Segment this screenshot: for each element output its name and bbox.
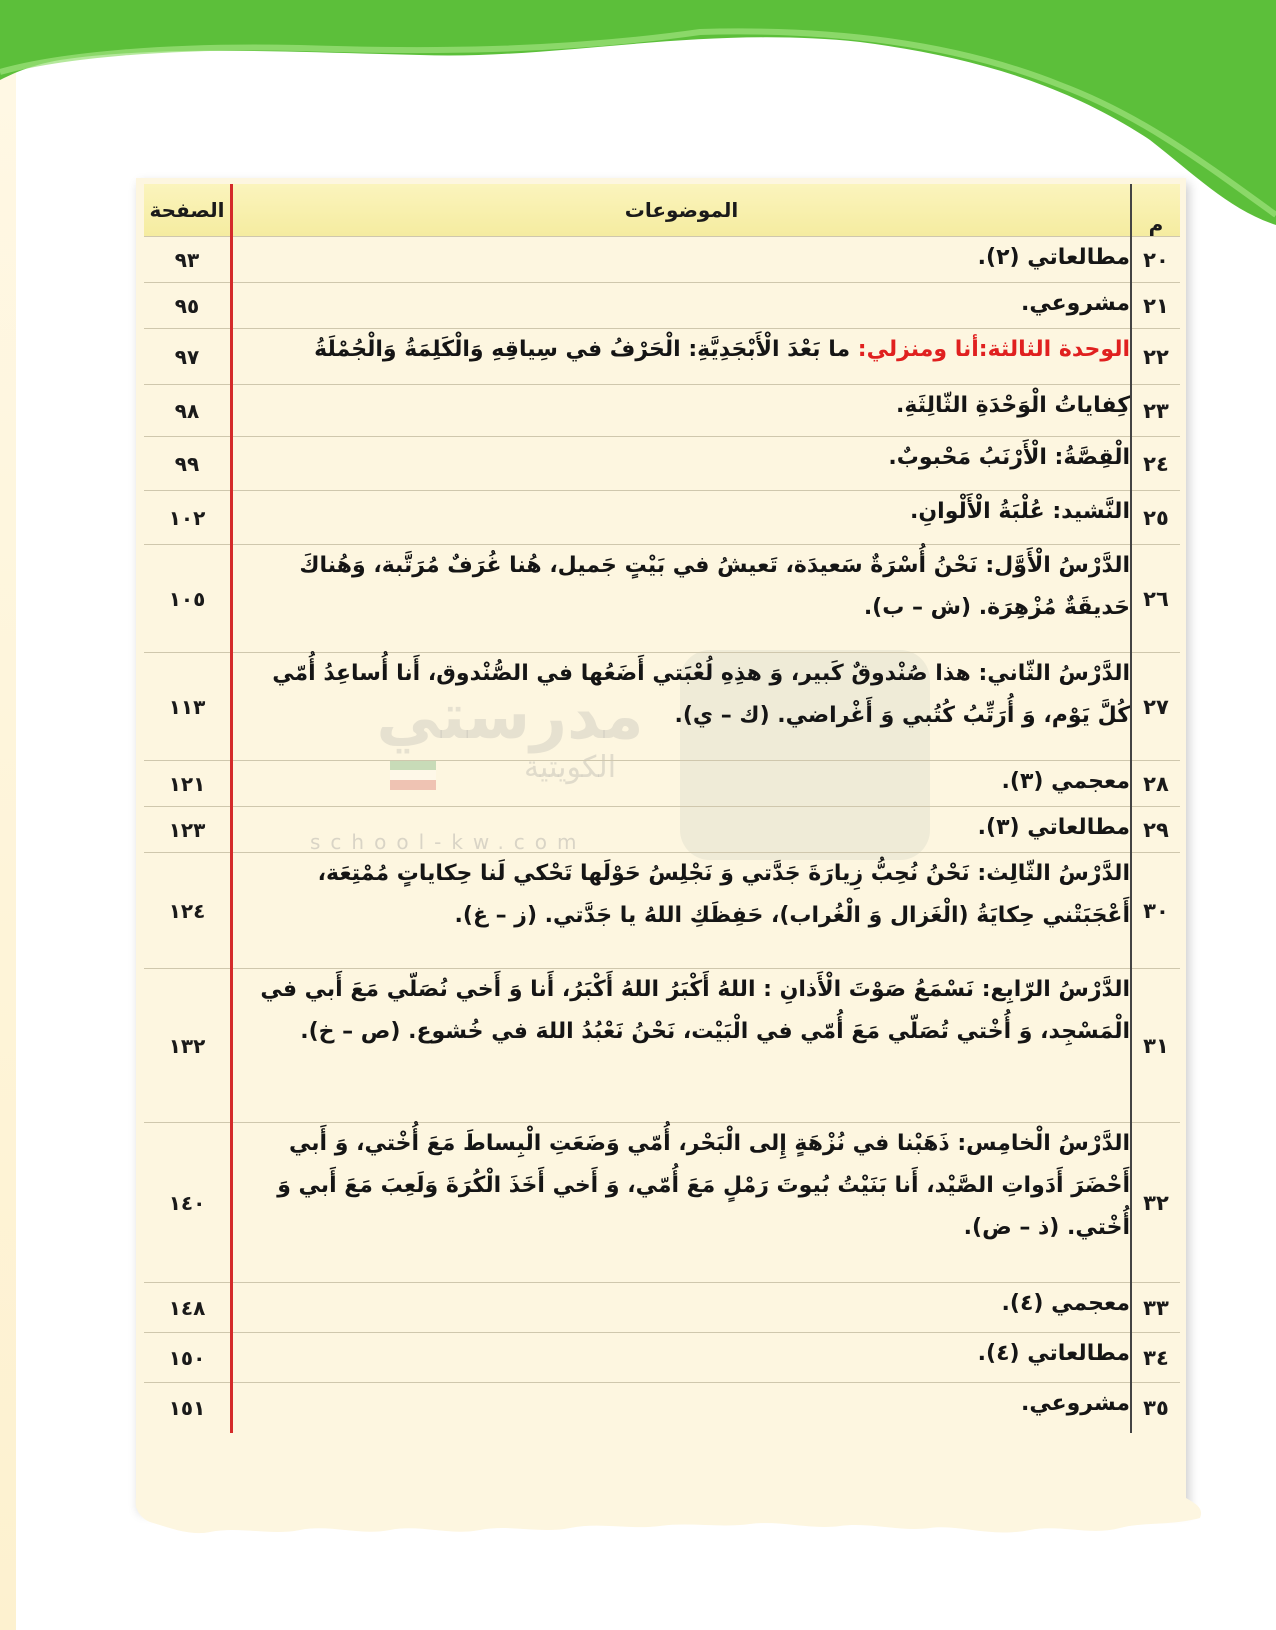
row-number: ٢٩	[1131, 807, 1180, 853]
row-topic: الدَّرْسُ الْخامِس: ذَهَبْنا في نُزْهَةٍ إِلى الْبَحْر، أُمّي وَضَعَتِ الْبِساطَ مَعَ أُخْتي، وَ أَبي أَحْضَرَ أَدَواتِ الصَّيْد، أَنا بَنَيْتُ بُيوتَ رَمْلٍ مَعَ أُمّي، وَ أَخي أَخَذَ الْكُرَةَ وَلَعِبَ مَعَ أَبي وَ أُخْتي. (ذ – ض).	[232, 1123, 1132, 1283]
row-number: ٢٦	[1131, 545, 1180, 653]
watermark-url: school-kw.com	[310, 830, 587, 854]
row-page: ٩٧	[144, 329, 232, 385]
table-row	[144, 283, 1180, 329]
row-topic: الْقِصَّةُ: الْأَرْنَبُ مَحْبوبٌ.	[232, 437, 1132, 491]
table-row	[144, 237, 1180, 283]
row-page: ٩٩	[144, 437, 232, 491]
row-page: ١٢٤	[144, 853, 232, 969]
table-row	[144, 491, 1180, 545]
row-topic: مطالعاتي (٣).	[232, 807, 1132, 853]
row-number: ٢٣	[1131, 385, 1180, 437]
row-topic: مشروعي.	[232, 283, 1132, 329]
row-page: ١٢١	[144, 761, 232, 807]
row-page: ١٥١	[168, 1395, 206, 1420]
row-number: ٢٧	[1131, 653, 1180, 761]
row-topic: مشروعي.	[232, 1383, 1132, 1433]
row-number: ٢٢	[1131, 329, 1180, 385]
header-number: م	[1131, 184, 1180, 237]
table-row	[144, 545, 1180, 653]
table-row	[144, 437, 1180, 491]
row-topic: الدَّرْسُ الثّالِث: نَحْنُ نُحِبُّ زِيارَةَ جَدَّتي وَ نَجْلِسُ حَوْلَها تَحْكي لَنا حِكاياتٍ مُمْتِعَة، أَعْجَبَتْني حِكايَةُ (الْغَزال وَ الْغُراب)، حَفِظَكِ اللهُ يا جَدَّتي. (ز – غ).	[232, 853, 1132, 969]
header-topics: الموضوعات	[232, 184, 1132, 237]
row-topic: الدَّرْسُ الرّابِع: نَسْمَعُ صَوْتَ الْأَذانِ : اللهُ أَكْبَرُ اللهُ أَكْبَرُ، أَنا وَ أَخي نُصَلّي مَعَ أَبي في الْمَسْجِد، وَ أُخْتي تُصَلّي مَعَ أُمّي في الْبَيْت، نَحْنُ نَعْبُدُ اللهَ في خُشوع. (ص – خ).	[232, 969, 1132, 1123]
row-number: ٢٠	[1131, 237, 1180, 283]
row-topic: معجمي (٣).	[232, 761, 1132, 807]
row-number: ٣٤	[1131, 1333, 1180, 1383]
unit-title: الوحدة الثالثة:أنا ومنزلي:	[857, 337, 1130, 362]
row-topic: النَّشيد: عُلْبَةُ الْأَلْوانِ.	[232, 491, 1132, 545]
left-page-stripe	[0, 0, 16, 1630]
table-row	[144, 807, 1180, 853]
table-row	[144, 1283, 1180, 1333]
table-row	[144, 761, 1180, 807]
row-topic: مطالعاتي (٢).	[232, 237, 1132, 283]
row-topic-text: ما بَعْدَ الْأَبْجَدِيَّةِ: الْحَرْفُ في سِياقِهِ وَالْكَلِمَةُ وَالْجُمْلَةُ	[314, 337, 858, 362]
table-row	[144, 1333, 1180, 1383]
row-page: ١١٣	[144, 653, 232, 761]
table-row	[144, 653, 1180, 761]
table-row	[144, 969, 1180, 1123]
table-row	[144, 1123, 1180, 1283]
table-row	[144, 329, 1180, 385]
torn-paper-edge	[130, 1478, 1210, 1548]
table-row	[144, 853, 1180, 969]
row-topic: الدَّرْسُ الثّاني: هذا صُنْدوقٌ كَبير، وَ هذِهِ لُعْبَتي أَضَعُها في الصُّنْدوق، أَنا أُساعِدُ أُمّي كُلَّ يَوْم، وَ أُرَتِّبُ كُتُبي وَ أَغْراضي. (ك – ي).	[232, 653, 1132, 761]
row-number: ٣٠	[1131, 853, 1180, 969]
table-row	[144, 1383, 1180, 1433]
row-number: ٢٤	[1131, 437, 1180, 491]
row-number: ٣٣	[1131, 1283, 1180, 1333]
row-number: ٢٨	[1131, 761, 1180, 807]
table-of-contents	[144, 184, 1180, 1433]
row-number: ٢٥	[1131, 491, 1180, 545]
watermark-logo-text: مدرستي	[376, 680, 644, 754]
row-topic: معجمي (٤).	[232, 1283, 1132, 1333]
row-page: ١٤٨	[144, 1283, 232, 1333]
row-topic: مطالعاتي (٤).	[232, 1333, 1132, 1383]
row-page: ١٣٢	[144, 969, 232, 1123]
row-number: ٢١	[1131, 283, 1180, 329]
row-page: ١٥٠	[144, 1333, 232, 1383]
row-page: ٩٣	[144, 237, 232, 283]
table-header-row	[144, 184, 1180, 237]
row-topic	[232, 329, 1132, 385]
row-topic: الدَّرْسُ الْأَوَّل: نَحْنُ أُسْرَةٌ سَعيدَة، تَعيشُ في بَيْتٍ جَميل، هُنا غُرَفٌ مُرَتَّبة، وَهُناكَ حَديقَةٌ مُزْهِرَة. (ش – ب).	[232, 545, 1132, 653]
row-page: ١٠٢	[144, 491, 232, 545]
row-page: ١٢٣	[144, 807, 232, 853]
header-page: الصفحة	[144, 184, 232, 237]
row-page: ١٤٠	[144, 1123, 232, 1283]
row-page: ١٠٥	[144, 545, 232, 653]
row-page: ٩٨	[144, 385, 232, 437]
row-number: ٣٥	[1131, 1383, 1180, 1433]
row-topic: كِفاياتُ الْوَحْدَةِ الثّالِثَةِ.	[232, 385, 1132, 437]
row-page: ٩٥	[144, 283, 232, 329]
row-number: ٣٢	[1131, 1123, 1180, 1283]
table-row	[144, 385, 1180, 437]
row-number: ٣١	[1131, 969, 1180, 1123]
watermark-subtitle: الكويتية	[523, 750, 617, 785]
